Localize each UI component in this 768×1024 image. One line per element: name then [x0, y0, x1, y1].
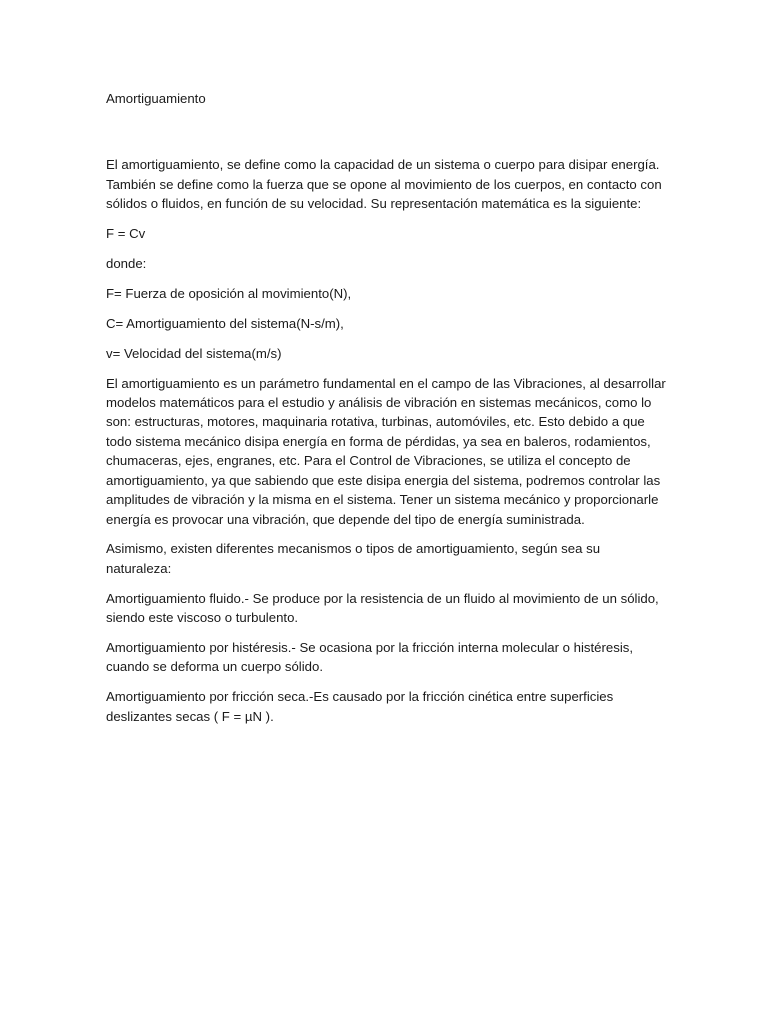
formula-line: F = Cv — [106, 226, 146, 242]
variable-c: C= Amortiguamiento del sistema(N-s/m), — [106, 315, 344, 331]
paragraph-donde: donde: — [106, 256, 147, 272]
paragraph-hysteresis-damping: Amortiguamiento por histéresis.- Se ocasiona por la fricción interna molecular o histéresis, cuando se deforma un cuerpo sólido. — [106, 640, 634, 675]
paragraph-types-intro: Asimismo, existen diferentes mecanismos o tipos de amortiguamiento, según sea su naturaleza: — [106, 541, 601, 576]
document-title: Amortiguamiento — [106, 91, 206, 106]
paragraph-dry-friction-damping: Amortiguamiento por fricción seca.-Es causado por la fricción cinética entre superficies deslizantes secas ( F = µN ). — [106, 689, 614, 724]
document-body — [106, 89, 666, 737]
paragraph-importance: El amortiguamiento es un parámetro fundamental en el campo de las Vibraciones, al desarrollar modelos matemáticos para el estudio y análisis de vibración en sistemas mecánicos, como lo son: estructuras, motores, maquinaria rotativa, turbinas, automóviles, etc. Esto debido a que todo sistema mecánico disipa energía en forma de pérdidas, ya sea en baleros, rodamientos, chumaceras, ejes, engranes, etc. Para el Control de Vibraciones, se utiliza el concepto de amortiguamiento, ya que sabiendo que este disipa energia del sistema, podremos controlar las amplitudes de vibración y la misma en el sistema. Tener un sistema mecánico y proporcionarle energía es provocar una vibración, que depende del tipo de energía suministrada. — [106, 375, 666, 527]
variable-v: v= Velocidad del sistema(m/s) — [106, 345, 282, 361]
paragraph-definition: El amortiguamiento, se define como la capacidad de un sistema o cuerpo para disipar energía. También se define como la fuerza que se opone al movimiento de los cuerpos, en contacto con sólidos o fluidos, en función de su velocidad. Su representación matemática es la siguiente: — [106, 157, 662, 212]
paragraph-fluid-damping: Amortiguamiento fluido.- Se produce por la resistencia de un fluido al movimiento de un sólido, siendo este viscoso o turbulento. — [106, 590, 659, 626]
variable-f: F= Fuerza de oposición al movimiento(N), — [106, 285, 352, 301]
